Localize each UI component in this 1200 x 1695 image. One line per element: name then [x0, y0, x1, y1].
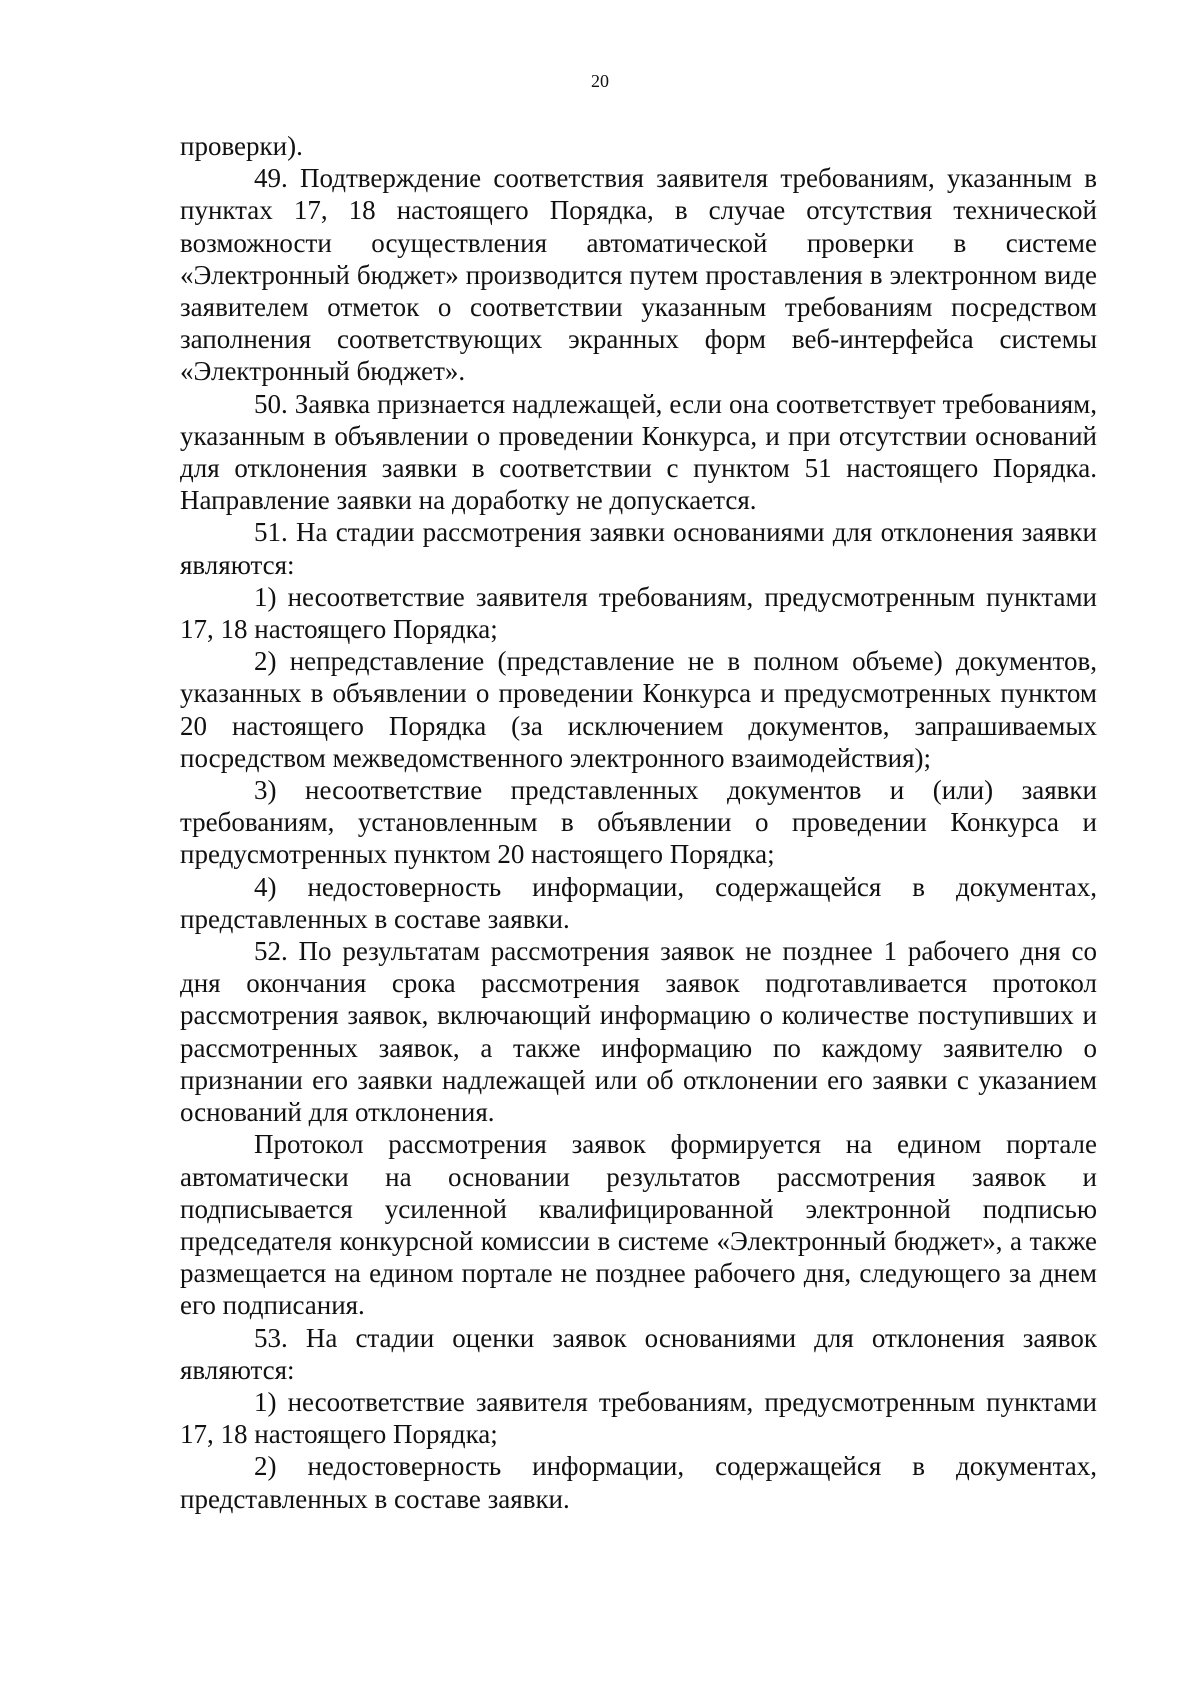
- paragraph-49: 49. Подтверждение соответствия заявителя требованиям, указанным в пунктах 17, 18 настоящего Порядка, в случае отсутствия технической возможности осуществления автоматической проверки в системе «Электронный бюджет» производится путем проставления в электронном виде заявителем отметок о соответствии указанным требованиям посредством заполнения соответствующих экранных форм веб-интерфейса системы «Электронный бюджет».: [180, 163, 1097, 387]
- document-body: [180, 130, 1097, 1515]
- paragraph-53-item-1: 1) несоответствие заявителя требованиям, предусмотренным пунктами 17, 18 настоящего Порядка;: [180, 1386, 1097, 1450]
- paragraph-51-item-4: 4) недостоверность информации, содержащейся в документах, представленных в составе заявки.: [180, 871, 1097, 934]
- paragraph-53-item-2: 2) недостоверность информации, содержащейся в документах, представленных в составе заявки.: [180, 1451, 1097, 1514]
- paragraph-51-item-1: 1) несоответствие заявителя требованиям, предусмотренным пунктами 17, 18 настоящего Порядка;: [180, 581, 1097, 645]
- paragraph-50: 50. Заявка признается надлежащей, если она соответствует требованиям, указанным в объявлении о проведении Конкурса, и при отсутствии оснований для отклонения заявки в соответствии с пунктом 51 настоящего Порядка. Направление заявки на доработку не допускается.: [180, 388, 1097, 516]
- paragraph-53: 53. На стадии оценки заявок основаниями для отклонения заявок являются:: [180, 1322, 1097, 1385]
- paragraph-52-protocol: Протокол рассмотрения заявок формируется на едином портале автоматически на основании результатов рассмотрения заявок и подписывается усиленной квалифицированной электронной подписью председателя конкурсной комиссии в системе «Электронный бюджет», а также размещается на едином портале не позднее рабочего дня, следующего за днем его подписания.: [180, 1129, 1097, 1321]
- paragraph-51-item-3: 3) несоответствие представленных документов и (или) заявки требованиям, установленным в объявлении о проведении Конкурса и предусмотренных пунктом 20 настоящего Порядка;: [180, 775, 1097, 870]
- paragraph-52: 52. По результатам рассмотрения заявок не позднее 1 рабочего дня со дня окончания срока рассмотрения заявок подготавливается протокол рассмотрения заявок, включающий информацию о количестве поступивших и рассмотренных заявок, а также информацию по каждому заявителю о признании его заявки надлежащей или об отклонении его заявки с указанием оснований для отклонения.: [180, 936, 1097, 1128]
- paragraph-continuation: проверки).: [180, 131, 303, 161]
- page-number: 20: [591, 71, 609, 91]
- paragraph-51: 51. На стадии рассмотрения заявки основаниями для отклонения заявки являются:: [180, 517, 1097, 580]
- paragraph-51-item-2: 2) непредставление (представление не в полном объеме) документов, указанных в объявлении о проведении Конкурса и предусмотренных пунктом 20 настоящего Порядка (за исключением документов, запрашиваемых посредством межведомственного электронного взаимодействия);: [180, 646, 1097, 773]
